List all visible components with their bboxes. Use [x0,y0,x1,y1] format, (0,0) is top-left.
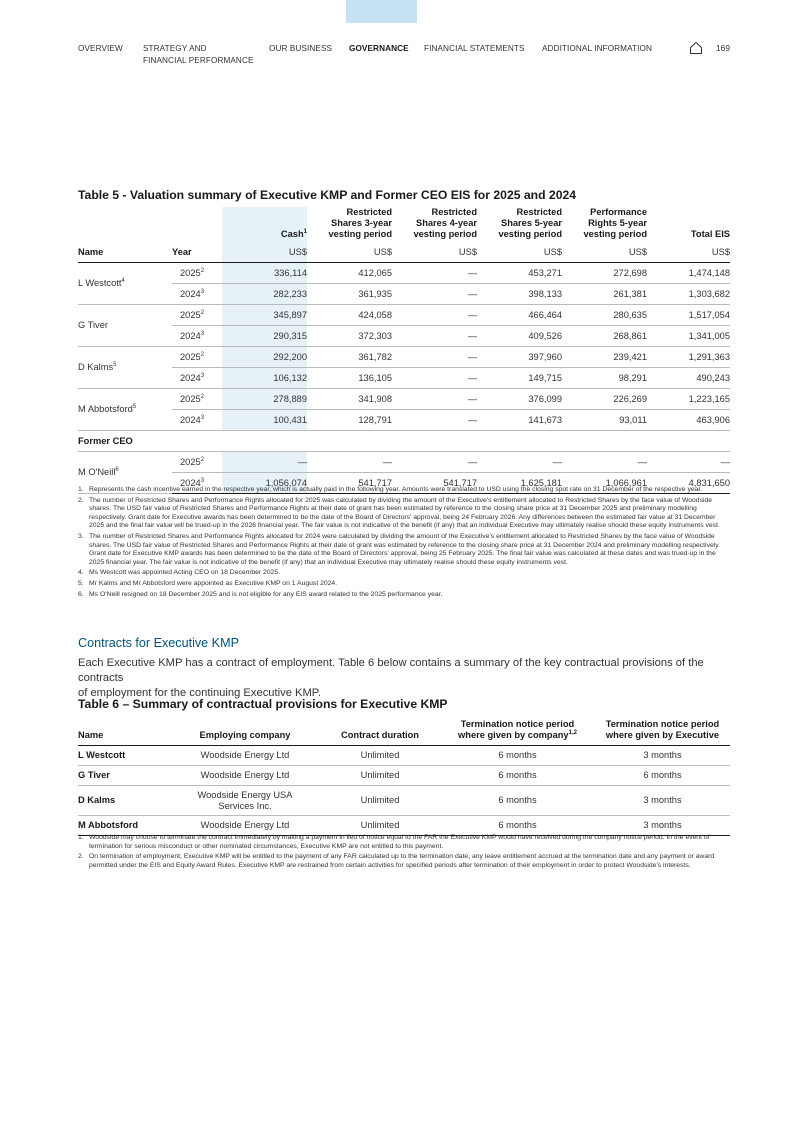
cell-rs3: 128,791 [307,410,392,431]
nav-strategy-line2[interactable]: FINANCIAL PERFORMANCE [143,56,254,65]
cell-total: 1,474,148 [647,263,730,284]
row-year: 2025$^2$ [172,263,222,284]
cell-total: 1,223,165 [647,389,730,410]
footnote-text: On termination of employment, Executive KMP will be entitled to the payment of any FAR calculated up to the termination date, any leave entitlement accrued at the termination date and any payment or award permitted under the EIS and Equity Award Rules. Executive KMP are restrained from certain activities for specified periods after termination of their employment in order to protect Woodside's interests. [89,853,715,869]
cell-cash: 290,315 [222,326,307,347]
table6-footnotes [78,834,730,872]
cell-rs4: — [392,389,477,410]
th-rs3: Restricted Shares 3-year vesting period [328,207,392,239]
table-row [78,305,730,326]
table-row [78,746,730,766]
th-cash: Cash$^1$ [222,207,307,244]
cell-rs4: 541,717 [392,473,477,494]
cell-rs3: — [307,452,392,473]
cell-total: 463,906 [647,410,730,431]
cell-cash: 292,200 [222,347,307,368]
unit-rs5: US$ [477,244,562,263]
cell-rs3: 424,058 [307,305,392,326]
table6-header-row [78,719,730,746]
footnote-number: 2. [78,496,84,504]
cell-pr: — [562,452,647,473]
employing-company: Woodside Energy Ltd [170,816,320,836]
th6-notice-company: Termination notice period where given by company$^{1,2}$ [440,719,595,746]
footnote-text: Mr Kalms and Mr Abbotsford were appointed as Executive KMP on 1 August 2024. [89,579,338,587]
person-name: L Westcott$^4$ [78,263,172,305]
cell-rs3: 361,782 [307,347,392,368]
cell-rs5: 409,526 [477,326,562,347]
th-rs5: Restricted Shares 5-year vesting period [498,207,562,239]
contract-duration: Unlimited [320,816,440,836]
cell-rs3: 412,065 [307,263,392,284]
table5-subheading-row [78,431,730,452]
row-year: 2024$^3$ [172,473,222,494]
cell-rs5: 453,271 [477,263,562,284]
table-row [78,786,730,816]
cell-rs3: 372,303 [307,326,392,347]
notice-by-company: 6 months [440,786,595,816]
employing-company: Woodside Energy USA Services Inc. [170,786,320,816]
cell-rs5: 398,133 [477,284,562,305]
table6-title: Table 6 – Summary of contractual provisions for Executive KMP [78,697,448,711]
footnote [78,591,730,600]
person-name: D Kalms$^5$ [78,347,172,389]
nav-financial-statements[interactable]: FINANCIAL STATEMENTS [424,44,525,53]
cell-rs3: 341,908 [307,389,392,410]
nav-overview[interactable]: OVERVIEW [78,44,123,53]
cell-rs4: — [392,452,477,473]
employing-company: Woodside Energy Ltd [170,766,320,786]
cell-rs3: 361,935 [307,284,392,305]
table5-title: Table 5 - Valuation summary of Executive KMP and Former CEO EIS for 2025 and 2024 [78,188,577,202]
cell-pr: 93,011 [562,410,647,431]
cell-pr: 268,861 [562,326,647,347]
cell-cash: 282,233 [222,284,307,305]
unit-rs3: US$ [307,244,392,263]
footnote-number: 6. [78,590,84,598]
cell-rs3: 136,105 [307,368,392,389]
footnote-number: 1. [78,486,84,493]
table-row [78,766,730,786]
cell-cash: — [222,452,307,473]
exec-name: M Abbotsford [78,816,170,836]
cell-rs5: 149,715 [477,368,562,389]
cell-pr: 272,698 [562,263,647,284]
th6-company: Employing company [170,719,320,746]
cell-cash: 278,889 [222,389,307,410]
cell-rs5: 466,464 [477,305,562,326]
footnote-text: Ms Westcott was appointed Acting CEO on 18 December 2025. [89,569,281,577]
cell-rs5: 1,625,181 [477,473,562,494]
row-year: 2025$^2$ [172,305,222,326]
cell-rs4: — [392,368,477,389]
notice-by-company: 6 months [440,766,595,786]
unit-pr: US$ [562,244,647,263]
th-pr: Performance Rights 5-year vesting period [583,207,647,239]
cell-cash: 106,132 [222,368,307,389]
footnote-text: Woodside may choose to terminate the contract immediately by making a payment in lieu of notice equal to the FAR the Executive KMP would have received during the company notice period. In the event of termination for serious misconduct or other nominated circumstances, Executive KMP are not entitled to this payment. [89,834,710,850]
nav-governance[interactable]: GOVERNANCE [349,44,409,53]
page-accent-tab [346,0,417,23]
cell-rs5: 376,099 [477,389,562,410]
footnote-number: 5. [78,579,84,587]
cell-total: 490,243 [647,368,730,389]
table-row [78,347,730,368]
footnote-text: The number of Restricted Shares and Performance Rights allocated for 2025 was calculated by dividing the amount of the Executive's entitlement allocated to Restricted Shares by the face value of Woodside shares. The USD fair value of Restricted Shares and Performance Rights at their date of grant has been estimated by reference to the closing share price at 31 December 2025 and preliminary modelling respectively. Grant date for Executive awards has been determined to be the date of the Board of Directors' approval, being 24 February 2026. Any differences between the estimated fair value at 31 December 2025 and the final fair value will be trued-up in the 2026 financial year. The fair value is not indicative of the benefit (if any) that an individual Executive may ultimately realise should these equity instruments vest. [89,496,720,530]
footnote-number: 1. [78,834,84,841]
cell-rs4: — [392,326,477,347]
notice-by-company: 6 months [440,746,595,766]
unit-total: US$ [647,244,730,263]
row-year: 2024$^3$ [172,326,222,347]
footnote-number: 2. [78,853,84,861]
cell-rs4: — [392,347,477,368]
footnote-text: Ms O'Neill resigned on 18 December 2025 and is not eligible for any EIS award related to the 2025 performance year. [89,590,443,598]
footnote-text: Represents the cash incentive earned in the respective year, which is actually paid in the following year. Amounts were translated to USD using the closing spot rate on 31 December of the respective year. [89,486,703,493]
cell-pr: 98,291 [562,368,647,389]
cell-pr: 1,066,961 [562,473,647,494]
cell-total: 1,517,054 [647,305,730,326]
contracts-heading: Contracts for Executive KMP [78,636,239,650]
th-rs4: Restricted Shares 4-year vesting period [413,207,477,239]
cell-cash: 336,114 [222,263,307,284]
th-total: Total EIS [690,229,730,239]
cell-total: 1,341,005 [647,326,730,347]
cell-cash: 100,431 [222,410,307,431]
row-year: 2025$^2$ [172,452,222,473]
page-number: 169 [716,43,730,53]
nav-our-business[interactable]: OUR BUSINESS [269,44,333,53]
cell-total: 1,303,682 [647,284,730,305]
contract-duration: Unlimited [320,766,440,786]
th6-name: Name [78,719,170,746]
cell-total: — [647,452,730,473]
footnote [78,533,730,567]
table5-valuation-summary [78,207,730,494]
cell-rs4: — [392,284,477,305]
former-ceo-label: Former CEO [78,431,730,452]
exec-name: D Kalms [78,786,170,816]
cell-rs4: — [392,410,477,431]
exec-name: L Westcott [78,746,170,766]
row-year: 2024$^3$ [172,284,222,305]
table5-header-row [78,207,730,244]
th6-notice-executive: Termination notice period where given by Executive [595,719,730,746]
employing-company: Woodside Energy Ltd [170,746,320,766]
footnote-number: 4. [78,569,84,577]
cell-total: 4,831,650 [647,473,730,494]
footnote-number: 3. [78,532,84,540]
cell-rs5: 141,673 [477,410,562,431]
footnote-text: The number of Restricted Shares and Performance Rights allocated for 2024 were calculated by dividing the amount of the Executive's entitlement allocated to Restricted Shares by the face value of Woodside shares. The USD fair value of Restricted Shares and Performance Rights at their date of grant was estimated by reference to the closing share price at 31 December 2024 and preliminary modelling respectively. Grant date for Executive KMP awards has been determined to be the date of the Board of Directors' approval, being 25 February 2025. The final fair value was calculated at these dates and was trued-up in the 2025 financial year. The fair value is not indicative of the benefit (if any) that an individual Executive may ultimately realise should these equity instruments vest. [89,532,721,566]
cell-pr: 239,421 [562,347,647,368]
table-row [78,389,730,410]
person-name: G Tiver [78,305,172,347]
notice-by-executive: 6 months [595,766,730,786]
table-row [78,816,730,836]
nav-strategy[interactable]: STRATEGY AND [143,44,207,53]
person-name: M Abbotsford$^5$ [78,389,172,431]
cell-pr: 280,635 [562,305,647,326]
row-year: 2025$^2$ [172,389,222,410]
table-row [78,263,730,284]
cell-rs5: — [477,452,562,473]
cell-rs3: 541,717 [307,473,392,494]
notice-by-executive: 3 months [595,746,730,766]
contract-duration: Unlimited [320,786,440,816]
footnote [78,853,730,870]
cell-total: 1,291,363 [647,347,730,368]
footnote [78,497,730,531]
table-row [78,326,730,347]
notice-by-executive: 3 months [595,816,730,836]
table6-contract-provisions [78,719,730,836]
person-name: M O'Neill$^6$ [78,452,172,494]
footnote [78,569,730,578]
row-year: 2025$^2$ [172,347,222,368]
notice-by-company: 6 months [440,816,595,836]
table-row [78,410,730,431]
exec-name: G Tiver [78,766,170,786]
th-year: Year [172,244,222,263]
th6-duration: Contract duration [320,719,440,746]
cell-cash: 345,897 [222,305,307,326]
contracts-body: Each Executive KMP has a contract of employment. Table 6 below contains a summary of the key contractual provisions of the contracts of employment for the continuing Executive KMP. [78,657,704,699]
footnote [78,486,730,495]
home-icon[interactable] [689,41,703,55]
cell-pr: 226,269 [562,389,647,410]
contract-duration: Unlimited [320,746,440,766]
row-year: 2024$^3$ [172,410,222,431]
unit-cash: US$ [222,244,307,263]
table-row [78,368,730,389]
notice-by-executive: 3 months [595,786,730,816]
cell-pr: 261,381 [562,284,647,305]
row-year: 2024$^3$ [172,368,222,389]
table-row [78,284,730,305]
nav-additional-information[interactable]: ADDITIONAL INFORMATION [542,44,653,53]
footnote [78,834,730,851]
cell-rs4: — [392,263,477,284]
cell-rs5: 397,960 [477,347,562,368]
th-name: Name [78,244,172,263]
table5-units-row [78,244,730,263]
table5-footnotes [78,486,730,601]
top-navigation [0,43,793,73]
unit-rs4: US$ [392,244,477,263]
cell-cash: 1,056,074 [222,473,307,494]
table-row [78,452,730,473]
cell-rs4: — [392,305,477,326]
footnote [78,580,730,589]
